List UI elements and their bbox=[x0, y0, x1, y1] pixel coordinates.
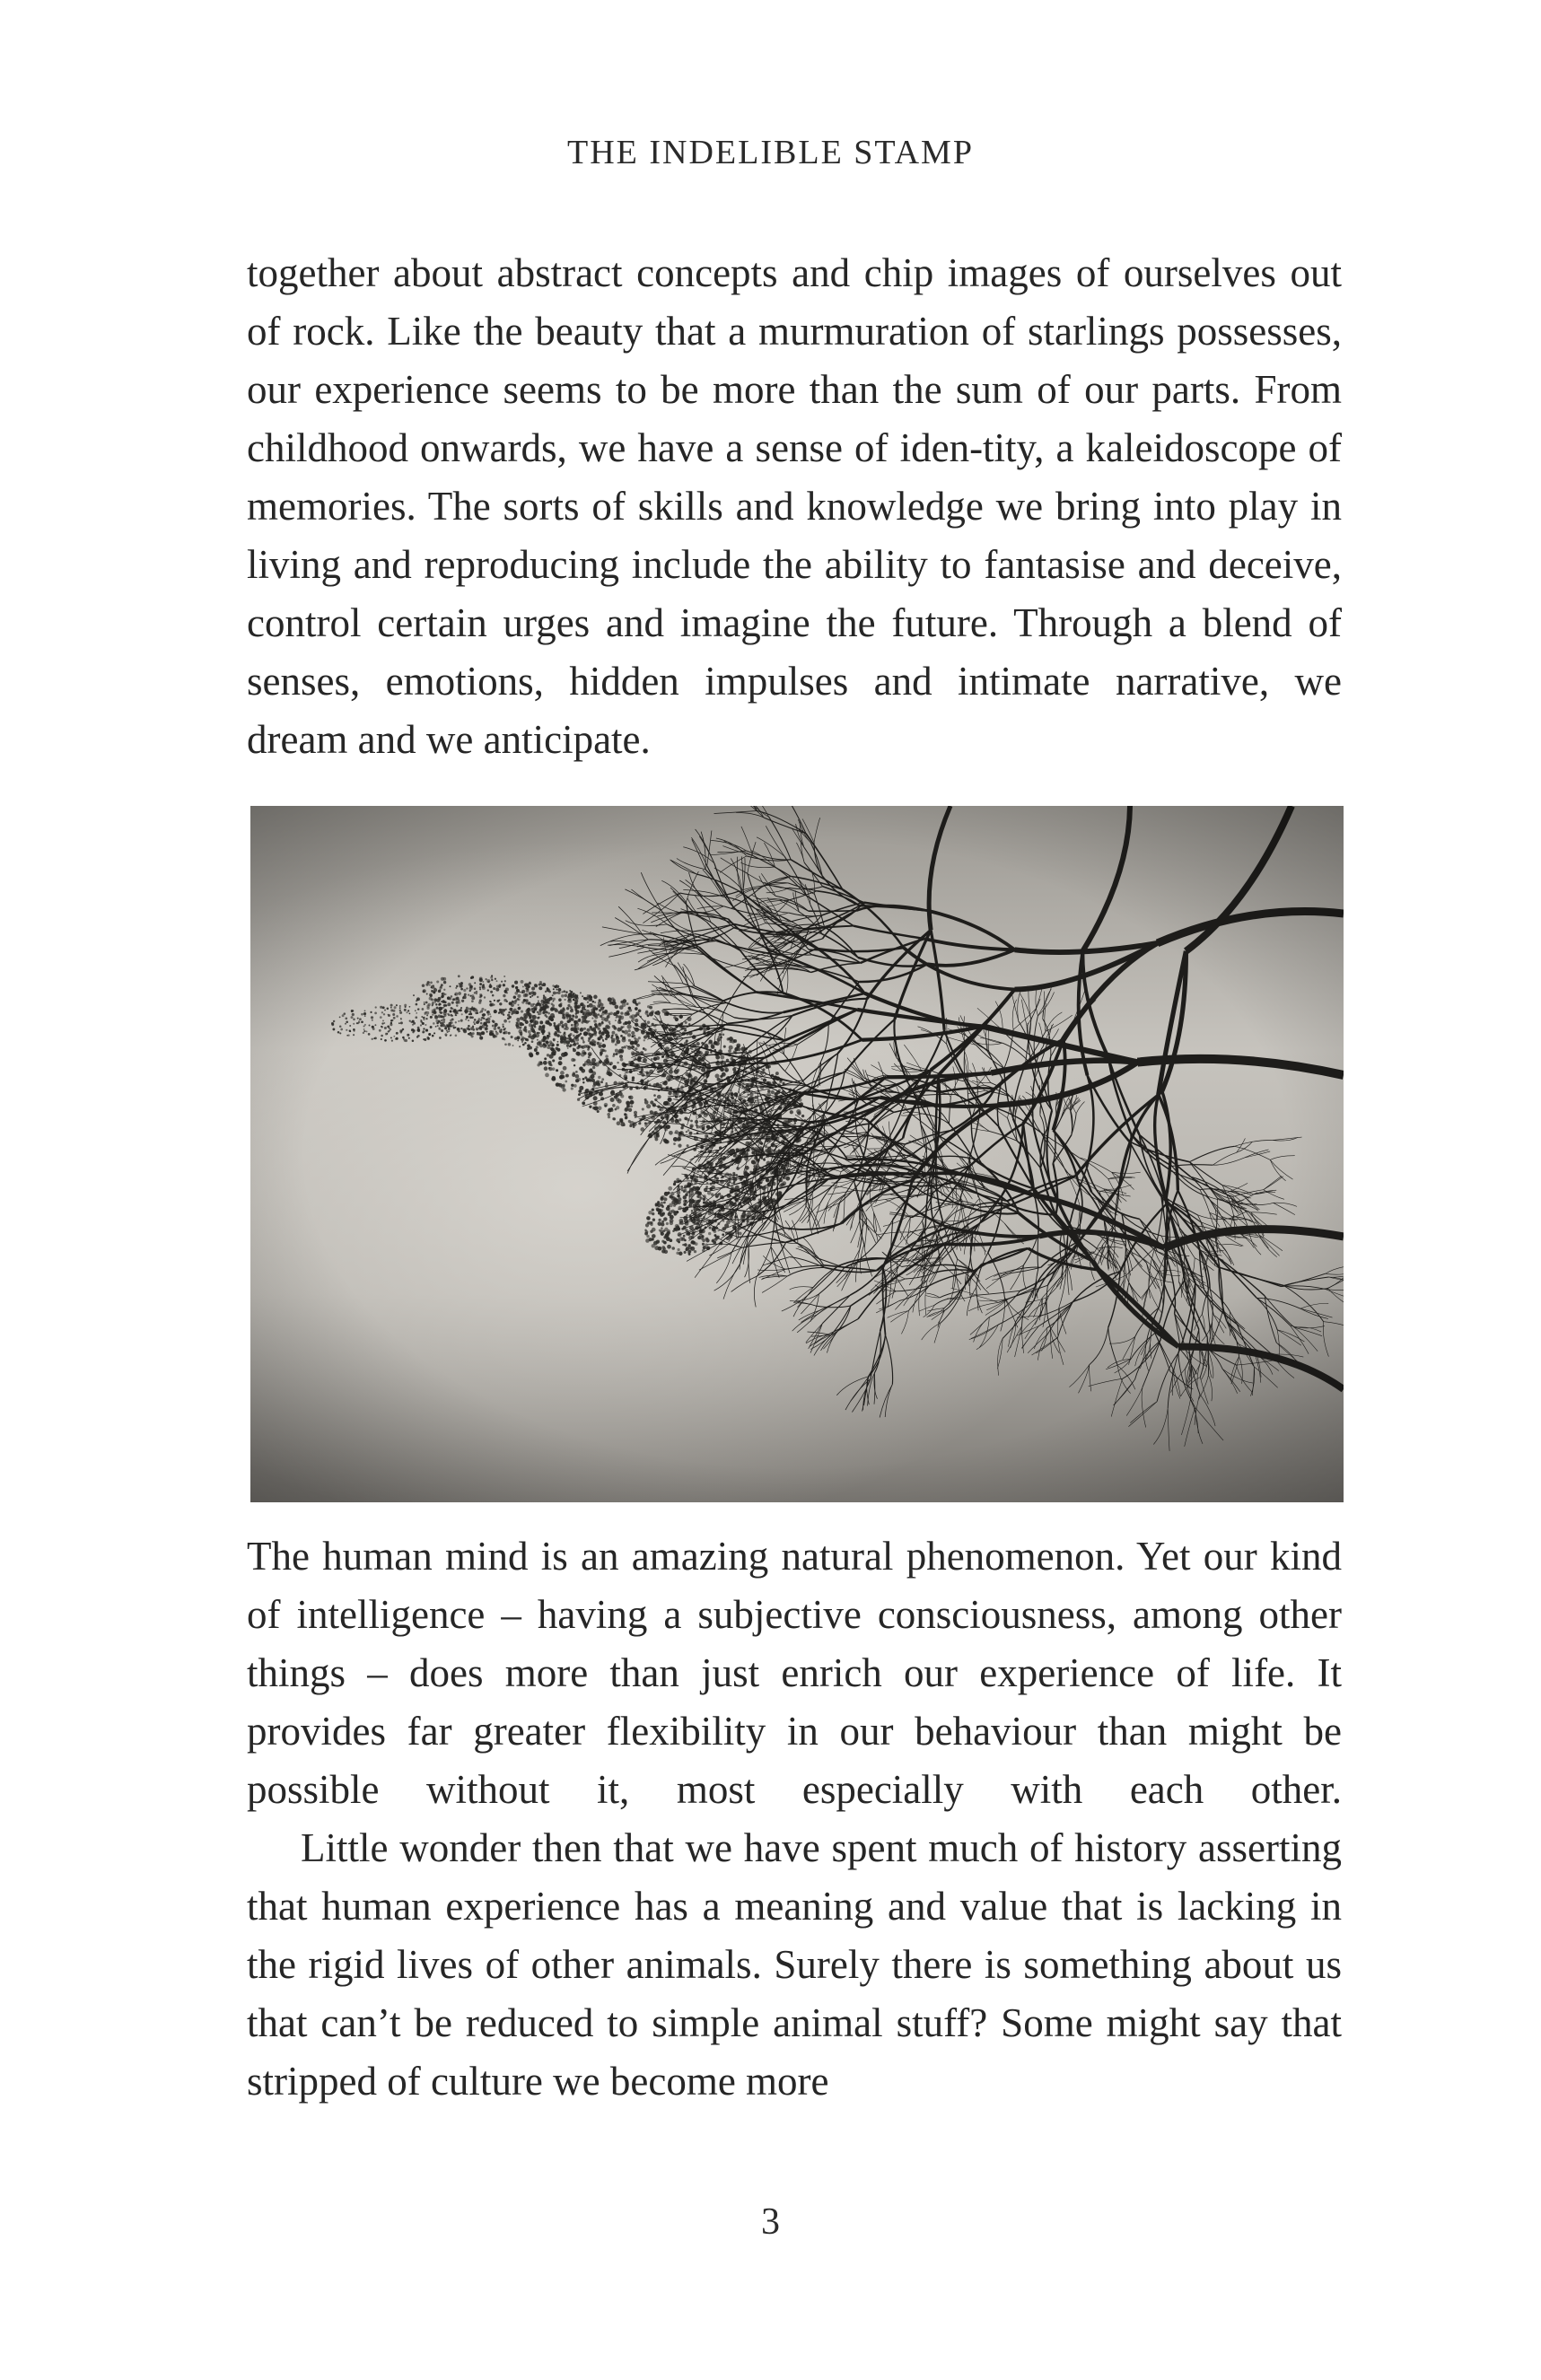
page-number: 3 bbox=[761, 2201, 780, 2243]
body-text-bottom bbox=[247, 1527, 1342, 2111]
starling-murmuration-photo bbox=[250, 806, 1344, 1502]
paragraph: The human mind is an amazing natural phenomenon. Yet our kind of intelligence – having a subjective consciousness, among other things – does more than just enrich our experience of life. It provides far greater flexibility in our behaviour than might be possible without it, most especially with each other. bbox=[247, 1534, 1342, 1812]
body-text-top bbox=[247, 244, 1342, 769]
running-head: THE INDELIBLE STAMP bbox=[567, 134, 974, 171]
paragraph: together about abstract concepts and chip images of ourselves out of rock. Like the beauty that a murmuration of starlings possesses, our experience seems to be more than the sum of our parts. From childhood onwards, we have a sense of iden-tity, a kaleidoscope of memories. The sorts of skills and knowledge we bring into play in living and reproducing include the ability to fantasise and deceive, control certain urges and imagine the future. Through a blend of senses, emotions, hidden impulses and intimate narrative, we dream and we anticipate. bbox=[247, 250, 1342, 762]
paragraph: Little wonder then that we have spent much of history asserting that human experience has a meaning and value that is lacking in the rigid lives of other animals. Surely there is something about us that can’t be reduced to simple animal stuff? Some might say that stripped of culture we become more bbox=[247, 1825, 1342, 2104]
